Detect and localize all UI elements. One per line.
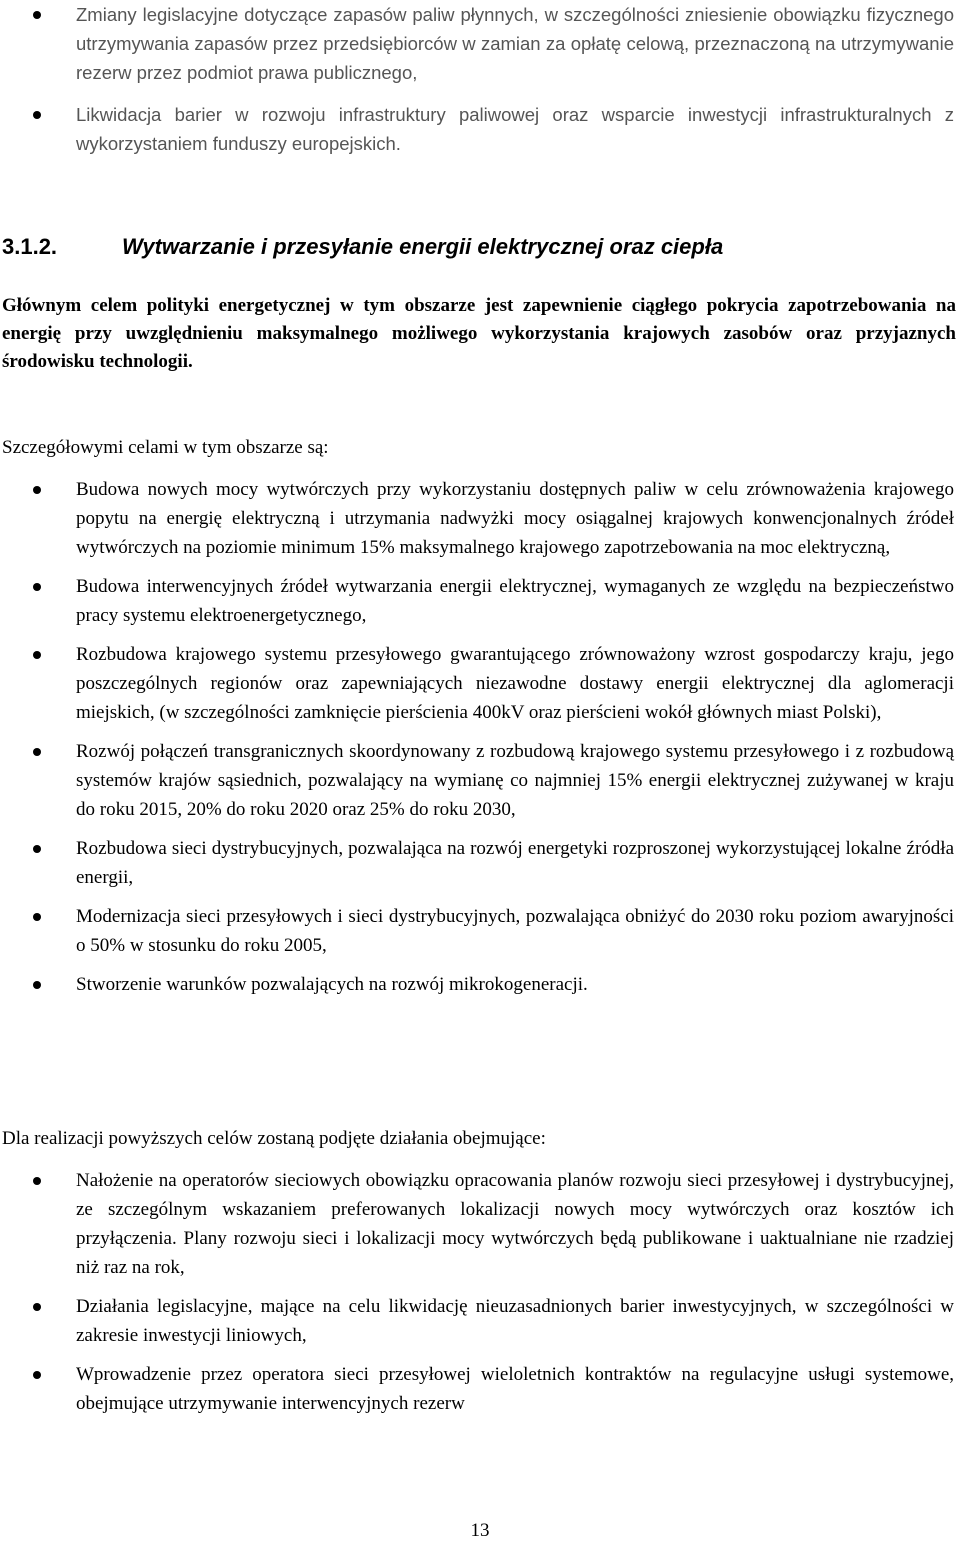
list-item (0, 834, 960, 892)
goals-lead-paragraph: Szczegółowymi celami w tym obszarze są: (2, 437, 329, 458)
list-item (0, 1360, 960, 1418)
bullet-icon (33, 748, 41, 756)
list-item-text: Zmiany legislacyjne dotyczące zapasów paliw płynnych, w szczególności zniesienie obowiązku fizycznego utrzymywania zapasów przez przedsiębiorców w zamian za opłatę celową, przeznaczoną na utrzymywanie rezerw przez podmiot prawa publicznego, (76, 4, 954, 83)
list-item (0, 640, 960, 727)
list-item (0, 1292, 960, 1350)
list-item-text: Budowa nowych mocy wytwórczych przy wykorzystaniu dostępnych paliw w celu zrównoważenia krajowego popytu na energię elektryczną i utrzymania nadwyżki mocy osiągalnej krajowych konwencjonalnych źródeł wytwórczych na poziomie minimum 15% maksymalnego krajowego zapotrzebowania na moc elektryczną, (76, 479, 954, 558)
bullet-icon (33, 583, 41, 591)
bullet-icon (33, 981, 41, 989)
list-item (0, 902, 960, 960)
bullet-icon (33, 913, 41, 921)
bullet-icon (33, 1303, 41, 1311)
list-item-text: Wprowadzenie przez operatora sieci przesyłowej wieloletnich kontraktów na regulacyjne usługi systemowe, obejmujące utrzymywanie interwencyjnych rezerw (76, 1364, 954, 1414)
actions-lead-paragraph: Dla realizacji powyższych celów zostaną podjęte działania obejmujące: (2, 1128, 546, 1149)
bullet-icon (33, 11, 41, 19)
bullet-icon (33, 845, 41, 853)
bullet-icon (33, 486, 41, 494)
actions-bullet-list (0, 1166, 960, 1428)
goals-bullet-list (0, 475, 960, 1009)
list-item-text: Likwidacja barier w rozwoju infrastruktury paliwowej oraz wsparcie inwestycji infrastrukturalnych z wykorzystaniem funduszy europejskich. (76, 104, 954, 154)
list-item-text: Budowa interwencyjnych źródeł wytwarzania energii elektrycznej, wymaganych ze względu na bezpieczeństwo pracy systemu elektroenergetycznego, (76, 576, 954, 626)
list-item-text: Rozwój połączeń transgranicznych skoordynowany z rozbudową krajowego systemu przesyłowego i z rozbudową systemów krajów sąsiednich, pozwalający na wymianę co najmniej 15% energii elektrycznej zużywanej w kraju do roku 2015, 20% do roku 2020 oraz 25% do roku 2030, (76, 741, 954, 820)
list-item-text: Stworzenie warunków pozwalających na rozwój mikrokogeneracji. (76, 974, 588, 995)
list-item (0, 572, 960, 630)
intro-paragraph: Głównym celem polityki energetycznej w tym obszarze jest zapewnienie ciągłego pokrycia zapotrzebowania na energię przy uwzględnieniu maksymalnego możliwego wykorzystania krajowych zasobów oraz przyjaznych środowisku technologii. (2, 295, 956, 372)
list-item-text: Rozbudowa sieci dystrybucyjnych, pozwalająca na rozwój energetyki rozproszonej wykorzystującej lokalne źródła energii, (76, 838, 954, 888)
list-item (0, 0, 960, 87)
list-item-text: Rozbudowa krajowego systemu przesyłowego gwarantującego zrównoważony wzrost gospodarczy kraju, jego poszczególnych regionów oraz zapewniających niezawodne dostawy energii elektrycznej dla aglomeracji miejskich, (w szczególności zamknięcie pierścienia 400kV oraz pierścieni wokół głównych miast Polski), (76, 644, 954, 723)
list-item-text: Działania legislacyjne, mające na celu likwidację nieuzasadnionych barier inwestycyjnych, w szczególności w zakresie inwestycji liniowych, (76, 1296, 954, 1346)
list-item-text: Nałożenie na operatorów sieciowych obowiązku opracowania planów rozwoju sieci przesyłowej i dystrybucyjnej, ze szczególnym wskazaniem preferowanych lokalizacji nowych mocy wytwórczych oraz kosztów ich przyłączenia. Plany rozwoju sieci i lokalizacji mocy wytwórczych będą publikowane i uaktualniane nie rzadziej niż raz na rok, (76, 1170, 954, 1278)
bullet-icon (33, 1177, 41, 1185)
list-item (0, 100, 960, 158)
list-item-text: Modernizacja sieci przesyłowych i sieci dystrybucyjnych, pozwalająca obniżyć do 2030 roku poziom awaryjności o 50% w stosunku do roku 2005, (76, 906, 954, 956)
section-title: Wytwarzanie i przesyłanie energii elektrycznej oraz ciepła (122, 234, 724, 259)
bullet-icon (33, 651, 41, 659)
section-heading (2, 232, 952, 262)
list-item (0, 970, 960, 999)
page-number: 13 (470, 1520, 490, 1541)
list-item (0, 737, 960, 824)
list-item (0, 1166, 960, 1282)
bullet-icon (33, 1371, 41, 1379)
section-number: 3.1.2. (2, 234, 58, 259)
top-bullet-list (0, 0, 960, 171)
bullet-icon (33, 111, 41, 119)
list-item (0, 475, 960, 562)
